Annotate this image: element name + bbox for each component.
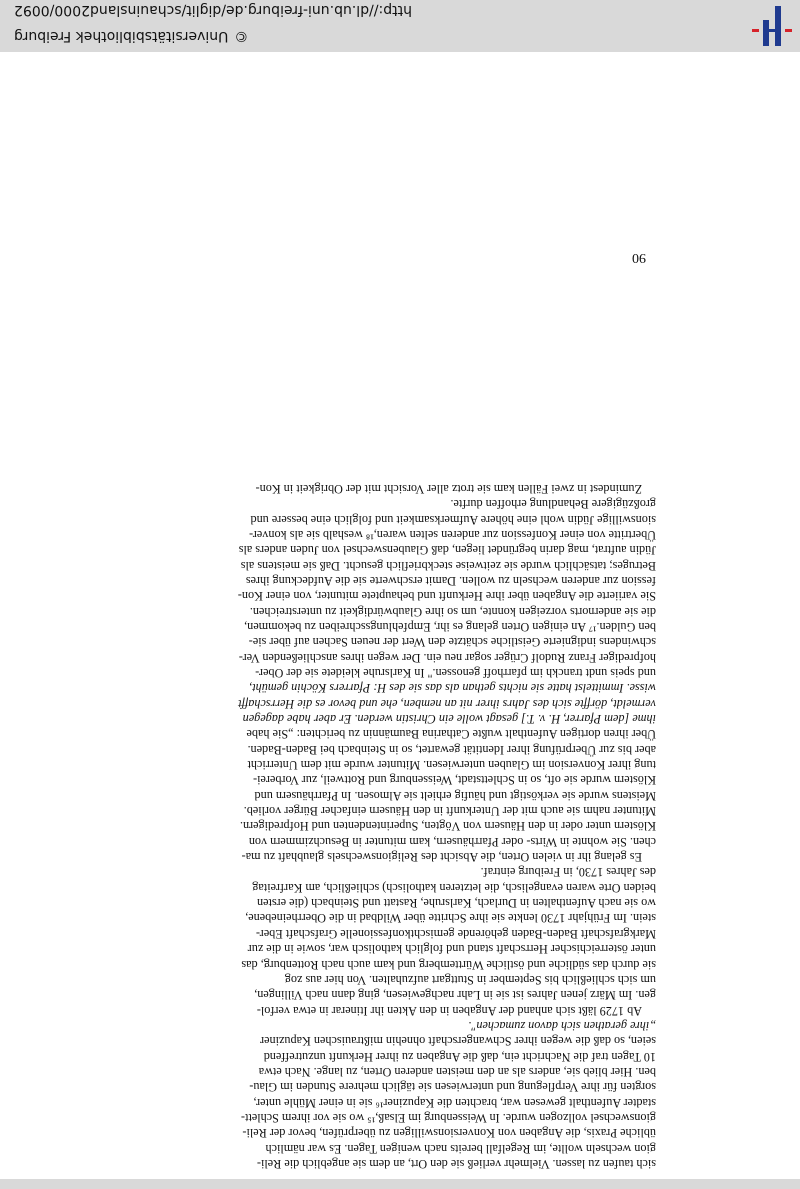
text-line: sorgten für ihre Verpflegung und unterwiesen sie täglich mehrere Stunden im Glau- [249,1080,656,1095]
text-line: Jüdin auftrat, mag darin begründet liegen, daß Glaubenswechsel von Juden anders als [238,543,656,558]
text-line: beiden Orte waren evangelisch, die letzteren katholisch) schließlich, am Karfreitag [252,880,656,895]
text-line: chen. Sie wohnte in Wirts- oder Pfarrhäusern, kam mitunter in Besuchzimmern von [248,834,656,849]
text-line: gion wechseln wollte, im Regelfall bereits nach wenigen Tagen. Es war nämlich [265,1141,656,1156]
text-line: Zumindest in zwei Fällen kam sie trotz aller Vorsicht mit der Obrigkeit in Kon- [255,481,642,496]
text-line: Mitunter nahm sie auch mit der Unterkunft in den Häusern einfacher Bürger vorlieb. [243,804,656,819]
text-line: sionswillige Jüdin wohl eine höhere Aufmerksamkeit und folglich eine bessere und [250,512,656,527]
text-line: Ab 1729 läßt sich anhand der Angaben in den Akten ihr Itinerar in etwa verfol- [256,1003,642,1018]
text-line: um sich schließlich bis September in Stuttgart aufzuhalten. Von hier aus zog [284,972,656,987]
text-line: großzügigere Behandlung erhoffen durfte. [450,497,656,512]
text-line: sich taufen zu lassen. Vielmehr verließ sie den Ort, an dem sie angeblich die Reli- [256,1157,656,1171]
text-line: Meistens wurde sie verköstigt und häufig erhielt sie Almosen. In Pfarrhäusern und [254,788,656,803]
text-line: Über ihren dortigen Aufenthalt wußte Catharina Baumännin zu berichten: „Sie habe [246,727,656,742]
text-line: Betruges; tatsächlich wurde sie zeitweise steckbrieflich gesucht. Daß sie meistens als [240,558,656,573]
library-name: Universitätsbibliothek Freiburg [14,28,229,44]
text-line: Markgrafschaft Baden-Baden gehörende gemischtkonfessionelle Grafschaft Eber- [255,926,656,941]
text-line: stein. Im Frühjahr 1730 lenkte sie ihre Schritte über Wildbad in die Oberrheinebene, [245,911,656,926]
text-line: hofprediger Franz Rudolf Crüger sogar neu ein. Der wegen ihres anschließenden Ver- [238,650,656,665]
text-line: wo sie nach Aufenthalten in Durlach, Karlsruhe, Rastatt und Steinbach (die ersten [256,896,656,911]
text-line: wisse. Immittelst hatte sie nichts gethan als das sie des H: Pfarrers Köchin gemüht, [249,681,656,696]
text-line: gen. Im März jenen Jahres ist sie in Lahr nachgewiesen, ging dann nach Villingen, [254,988,656,1003]
text-line: ihme [dem Pfarrer, H. v. T.] gesagt wolle ein Christin werden. Er aber habe dagegen [242,712,656,727]
text-line: vermeldt, dörffte sich des Jahrs ihrer nit an nemben, ehe und bevor es die Herrschafft [238,696,656,711]
text-line: 10 Tagen traf die Nachricht ein, daß die Angaben zu ihrer Herkunft unzutreffend [263,1049,656,1064]
text-line: tung ihrer Konversion im Glauben unterwiesen. Mitunter wurde mit dem Unterricht [247,758,656,773]
permalink-url[interactable]: http://dl.ub.uni-freiburg.de/diglit/schauinsland2000/0092 [14,2,412,18]
text-line: aber bis zur Überprüfung ihrer Identität gewartet, so in Steinbach bei Baden-Baden. [247,742,656,757]
footer-band [0,1179,800,1189]
text-line: Sie variierte die Angaben über ihre Herkunft und behauptete mitunter, von einer Kon- [237,589,656,604]
text-line: schwindens indignierte Geistliche schätzte den Wert der neuen Sachen auf über sie- [248,635,656,650]
text-line: gionswechsel vollzogen wurde. In Weissenburg im Elsaß,¹⁵ wo sie vor ihrem Schlett- [240,1110,656,1125]
library-credit [14,28,248,44]
text-line: fession zur anderen wechseln zu wollen. Damit erschwerte sie die Aufdeckung ihres [245,573,656,588]
text-line: Übertritte von einer Konfession zur anderen selten waren,¹⁸ weshalb sie als konver- [249,527,656,542]
page-text-block [164,481,656,1171]
text-line: seien, so daß die wegen ihrer Schwangerschaft ohnehin mißtrauischen Kapuziner [260,1034,656,1049]
text-line: „ihre gerathen sich davon zumachen". [468,1018,656,1033]
university-logo-icon [752,6,792,46]
text-line: ben Gulden.¹⁷ An einigen Orten gelang es ihr, Empfehlungsschreiben zu bekommen, [244,619,656,634]
text-line: und speis undt tranckh im pfarrhoff genossen." In Karlsruhe kleidete sie der Ober- [255,666,656,680]
text-line: des Jahres 1730, in Freiburg eintraf. [480,865,656,880]
text-line: sie durch das südliche und östliche Württemberg und kam auch nach Rottenburg, das [241,957,656,972]
header-band [0,0,800,52]
text-line: unter österreichischer Herrschaft stand und folglich katholisch war, sowie in die zur [247,942,656,957]
text-line: Klöstern unter oder in den Häusern von Vögten, Superintendenten und Hofpredigern. [239,819,656,834]
text-line: ben. Hier blieb sie, anders als an den meisten anderen Orten, zu lange. Nach etwa [258,1064,656,1079]
text-line: Es gelang ihr in vielen Orten, die Absicht des Religionswechsels glaubhaft zu ma- [241,850,642,865]
text-line: stadter Aufenthalt gewesen war, brachten die Kapuziner¹⁶ sie in einer Mühle unter, [253,1095,656,1110]
copyright-symbol: © [234,28,249,44]
page-number: 90 [632,250,646,265]
text-line: die sie andernorts vorzeigen konnte, um so ihre Glaubwürdigkeit zu unterstreichen. [249,604,656,619]
text-line: Klöstern wurde sie oft, so in Schlettstadt, Weissenburg und Rottweil, zur Vorberei- [253,773,656,788]
text-line: übliche Praxis, die Angaben von Konversionswilligen zu überprüfen, bevor der Reli- [242,1126,656,1141]
